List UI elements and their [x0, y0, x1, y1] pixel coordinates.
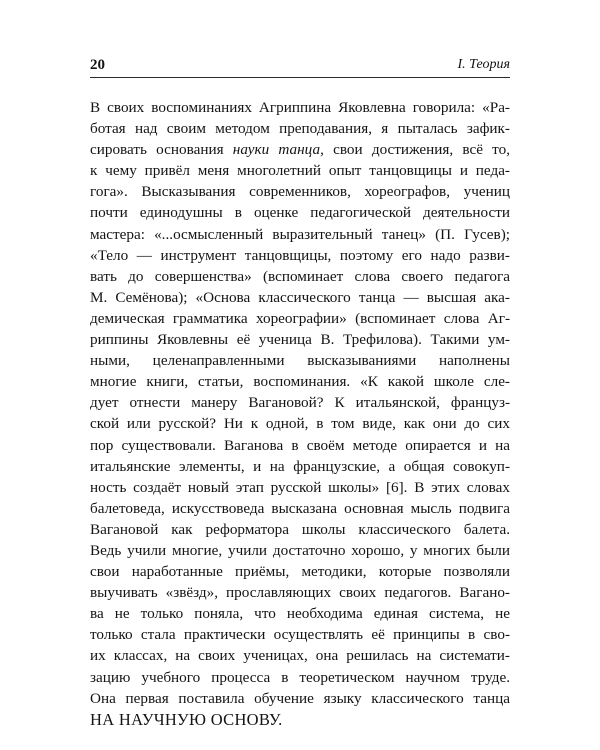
text-segment: ской или русской? Ни к одной, в том виде, как они до сих [90, 415, 510, 433]
text-segment: почти единодушны в оценке педагогической деятельности [90, 204, 510, 222]
text-segment: многие книги, статьи, воспоминания. «К какой школе сле- [90, 373, 510, 391]
running-head: I. Теория [457, 57, 510, 72]
text-line [90, 519, 510, 540]
text-segment: балетоведа, искусствоведа высказана основная мысль подвига [90, 499, 510, 517]
text-line [90, 667, 510, 688]
text-line [90, 435, 510, 456]
text-segment: пор существовали. Ваганова в своём методе опирается и на [90, 436, 510, 454]
text-line [90, 350, 510, 371]
text-segment: зацию учебного процесса в теоретическом научном труде. [90, 668, 510, 686]
text-segment: Она первая поставила обучение языку классического танца [90, 689, 510, 707]
text-line [90, 624, 510, 645]
body-paragraph [90, 97, 510, 730]
text-segment: мастера: «...осмысленный выразительный танец» (П. Гусев); [90, 225, 510, 243]
text-line [90, 413, 510, 434]
text-line [90, 202, 510, 223]
text-line [90, 477, 510, 498]
text-segment: дует отнести манеру Вагановой? К итальянской, француз- [90, 394, 510, 412]
text-segment: ность создаёт новый этап русской школы» [6]. В этих словах [90, 478, 510, 496]
text-segment: Вагановой как реформатора школы классического балета. [90, 520, 510, 538]
text-segment: ными, целенаправленными высказываниями наполнены [90, 352, 510, 370]
text-segment: к чему привёл меня многолетний опыт танцовщицы и педа- [90, 162, 510, 180]
text-segment: «Тело — инструмент танцовщицы, поэтому его надо разви- [90, 246, 510, 264]
text-line [90, 498, 510, 519]
text-line [90, 118, 510, 139]
text-segment: их классах, на своих ученицах, она решилась на системати- [90, 647, 510, 665]
text-line [90, 139, 510, 160]
text-segment: вать до совершенства» (вспоминает слова своего педагога [90, 267, 510, 285]
text-line [90, 287, 510, 308]
text-line [90, 308, 510, 329]
text-line [90, 709, 510, 730]
text-line [90, 603, 510, 624]
text-segment: В своих воспоминаниях Агриппина Яковлевна говорила: «Ра- [90, 99, 510, 116]
text-segment: М. Семёнова); «Основа классического танца — высшая ака- [90, 288, 510, 306]
text-line [90, 561, 510, 582]
text-line [90, 181, 510, 202]
text-segment: демическая грамматика хореографии» (вспоминает слова Аг- [90, 309, 510, 327]
text-line [90, 688, 510, 709]
text-segment: сировать основания [90, 141, 233, 159]
text-line [90, 540, 510, 561]
text-line [90, 245, 510, 266]
text-segment: итальянские элементы, и на французские, а общая совокуп- [90, 457, 510, 475]
text-line [90, 456, 510, 477]
text-line [90, 371, 510, 392]
text-segment: , свои достижения, всё то, [320, 141, 510, 159]
text-segment: только стала практически осуществлять её принципы в сво- [90, 626, 510, 644]
text-line [90, 266, 510, 287]
text-segment: НА НАУЧНУЮ ОСНОВУ. [90, 709, 283, 729]
text-segment: гога». Высказывания современников, хореографов, учениц [90, 183, 510, 201]
text-line [90, 160, 510, 181]
text-line [90, 645, 510, 666]
running-header [90, 55, 510, 78]
text-line [90, 97, 510, 118]
text-segment: риппины Яковлевны её ученица В. Трефилова). Такими ум- [90, 331, 510, 349]
italic-phrase: науки танца [232, 141, 321, 159]
text-segment: выучивать «звёзд», прославляющих своих педагогов. Вагано- [90, 584, 510, 602]
text-segment: свои наработанные приёмы, методики, которые позволяли [90, 563, 510, 581]
page-number: 20 [90, 57, 105, 73]
text-line [90, 224, 510, 245]
text-line [90, 329, 510, 350]
text-line [90, 582, 510, 603]
text-segment: ва не только поняла, что необходима единая система, не [90, 605, 510, 623]
text-segment: Ведь учили многие, учили достаточно хорошо, у многих были [90, 541, 510, 559]
text-segment: ботая над своим методом преподавания, я пыталась зафик- [90, 120, 510, 138]
text-line [90, 392, 510, 413]
